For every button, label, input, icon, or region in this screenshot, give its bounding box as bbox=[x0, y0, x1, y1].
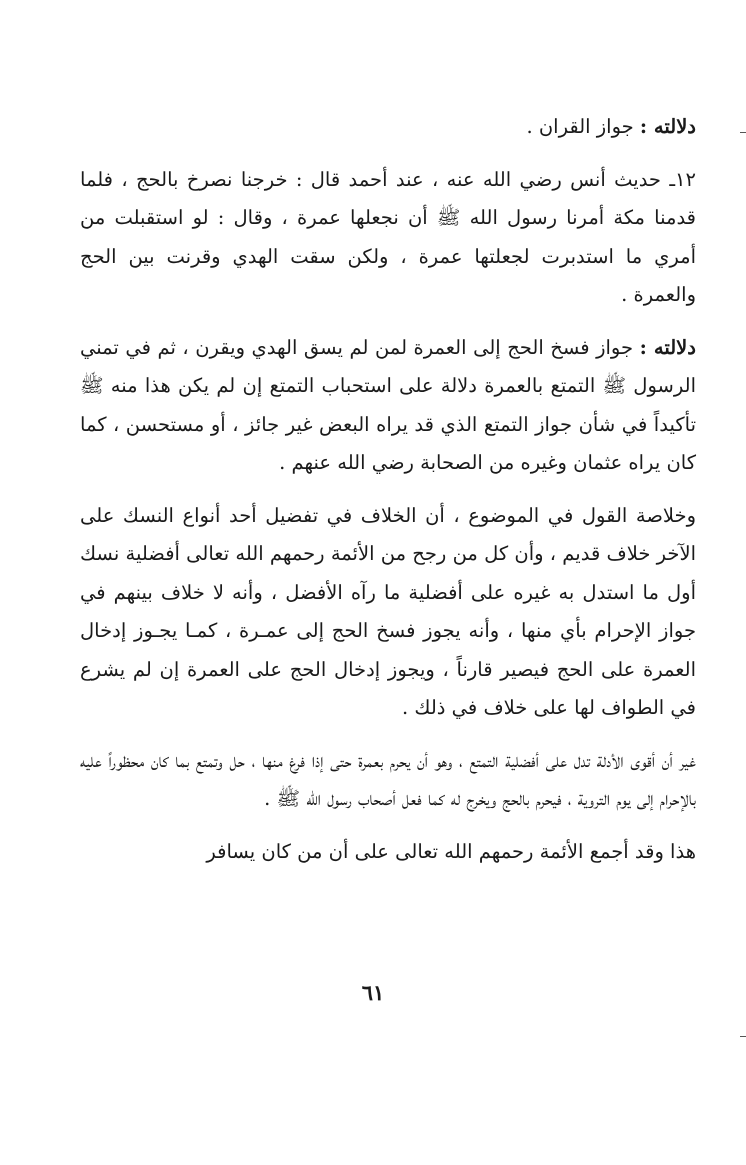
paragraph-text: وخلاصة القول في الموضوع ، أن الخلاف في تفضيل أحد أنواع النسك على الآخر خلاف قديم ، وأن كل من رجح من الأئمة رحمهم الله تعالى أفضلية نسك أول ما استدل به غيره على أفضلية ما رآه الأفضل ، وأنه لا خلاف بينهم في جواز الإحرام بأي منها ، وأنه يجوز فسخ الحج إلى عمـرة ، كمـا يجـوز إدخال العمرة على الحج فيصير قارناً ، ويجوز إدخال الحج على العمرة إن لم يشرع في الطواف لها على خلاف في ذلك . bbox=[80, 503, 696, 719]
page-body bbox=[80, 108, 696, 871]
page-number: ٦١ bbox=[361, 980, 385, 1005]
paragraph-3 bbox=[80, 329, 696, 483]
paragraph-text: هذا وقد أجمع الأئمة رحمهم الله تعالى على أن من كان يسافر bbox=[206, 839, 696, 863]
paragraph-text: ١٢ـ حديث أنس رضي الله عنه ، عند أحمد قال : خرجنا نصرخ بالحج ، فلما قدمنا مكة أمرنا رسول الله ﷺ أن نجعلها عمرة ، وقال : لو استقبلت من أمري ما استدبرت لجعلتها عمرة ، ولكن سقت الهدي وقرنت بين الحج والعمرة . bbox=[80, 167, 696, 306]
scan-edge-mark bbox=[740, 1036, 746, 1037]
paragraph-5 bbox=[80, 742, 696, 819]
paragraph-text: جواز فسخ الحج إلى العمرة لمن لم يسق الهدي ويقرن ، ثم في تمني الرسول ﷺ التمتع بالعمرة دلالة على استحباب التمتع إن لم يكن هذا منه ﷺ تأكيداً في شأن جواز التمتع الذي قد يراه البعض غير جائز ، أو مستحسن ، كما كان يراه عثمان وغيره من الصحابة رضي الله عنهم . bbox=[80, 335, 696, 474]
paragraph-text: غير أن أقوى الأدلة تدل على أفضلية التمتع ، وهو أن يحرم بعمرة حتى إذا فرغ منها ، حل وتمتع بما كان محظوراً عليه بالإحرام إلى يوم التروية ، فيحرم بالحج ويخرج له كما فعل أصحاب رسول الله ﷺ . bbox=[80, 748, 696, 810]
scan-edge-mark bbox=[740, 132, 746, 133]
paragraph-1 bbox=[80, 108, 696, 147]
paragraph-6 bbox=[80, 833, 696, 872]
paragraph-2 bbox=[80, 161, 696, 315]
paragraph-text: جواز القران . bbox=[526, 115, 640, 138]
paragraph-label: دلالته : bbox=[639, 335, 696, 359]
paragraph-label: دلالته : bbox=[639, 115, 696, 138]
paragraph-4 bbox=[80, 497, 696, 728]
